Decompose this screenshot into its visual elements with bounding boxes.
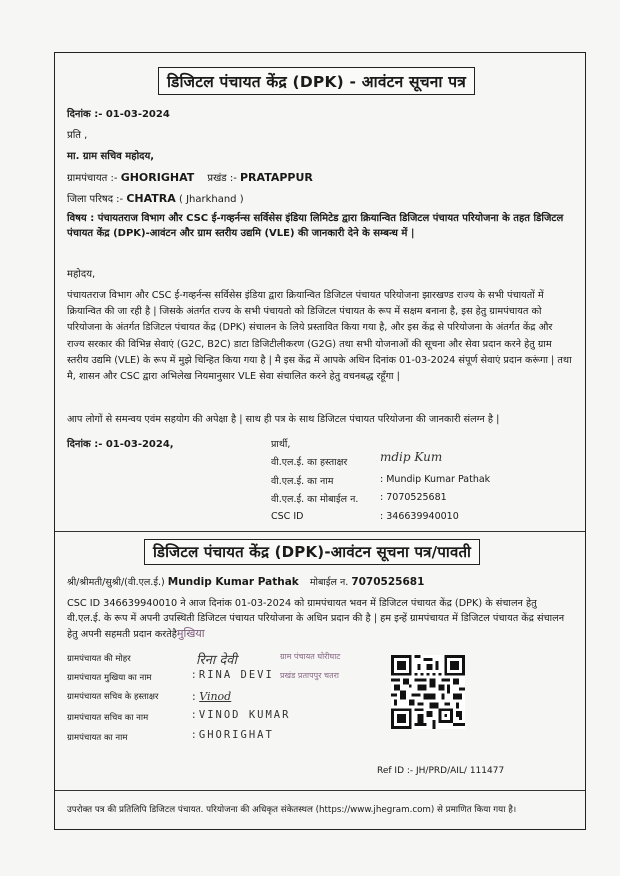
secretary-signature: : Vinod [192, 690, 232, 703]
district-line [67, 191, 244, 205]
gram-panchayat-line [67, 170, 313, 184]
mukhiya-stamp: प्रखंड प्रतापपुर चतरा [280, 671, 339, 680]
qr-code [391, 655, 465, 729]
footer-divider [55, 790, 585, 791]
csc-id-label: CSC ID [271, 511, 304, 522]
second-date: दिनांक :- 01-03-2024, [67, 439, 174, 450]
secretary-signature-label: ग्रामपंचायत सचिव के हस्ताक्षर [67, 692, 159, 702]
vle-mobile-value: : 7070525681 [380, 492, 447, 503]
acknowledgement-title: डिजिटल पंचायत केंद्र (DPK)-आवंटन सूचना पत्र/पावती [144, 539, 480, 565]
seal-signature: रिना देवी [196, 653, 237, 668]
prarthi-label: प्रार्थी, [271, 439, 291, 450]
vle-signature: mdip Kum [380, 450, 443, 464]
prati-label: प्रति , [67, 130, 88, 141]
subject: विषय : पंचायतराज विभाग और CSC ई-गव्हर्नन्स सर्विसेस इंडिया लिमिटेड द्वारा क्रियान्वित डिजिटल पंचायत परियोजना के तहत डिजिटल पंचायत केंद्र (DPK)-आवंटन और ग्राम स्तरीय उद्यमि (VLE) की जानकारी देने के सम्बन्ध में | [67, 213, 564, 239]
gp-name-label: ग्रामपंचायत का नाम [67, 733, 128, 743]
vle-mobile-2: 7070525681 [351, 576, 425, 588]
footer-note: उपरोक्त पत्र की प्रतिलिपि डिजिटल पंचायत. परियोजना की अधिकृत संकेतस्थल (https://www.jhegram.com) से प्रमाणित किया गया है। [67, 805, 517, 815]
vle-signature-label: वी.एल.ई. का हस्ताक्षर [271, 457, 348, 468]
state-value: ( Jharkhand ) [178, 194, 244, 205]
mukhiya-name-value: : RINA DEVI [192, 669, 274, 681]
salutation: महोदय, [67, 269, 96, 280]
vle-name: Mundip Kumar Pathak [167, 576, 299, 588]
reference-id: Ref ID :- JH/PRD/AIL/ 111477 [377, 766, 505, 776]
secretary-name-value: : VINOD KUMAR [192, 709, 291, 721]
closing-line: आप लोगों से समन्वय एवंम सहयोग की अपेक्षा है | साथ ही पत्र के साथ डिजिटल पंचायत परियोजना की जानकारी संलग्न है | [67, 414, 500, 425]
letter-body: पंचायतराज विभाग और CSC ई-गव्हर्नन्स सर्विसेस इंडिया द्वारा क्रियान्वित डिजिटल पंचायत परियोजना झारखण्ड राज्य के सभी पंचायतों में क्रियान्वित की जा रही है | जिसके अंतर्गत राज्य के सभी पंचायतो को डिजिटल पंचायत के रूप में सक्षम बनाना है, इस हेतु ग्रामपंचायत को परियोजना के अंतर्गत डिजिटल पंचायत केंद्र (DPK) संचालन के लिये प्रस्तावित किया गया है, और इस केंद्र से परियोजना के अंतर्गत केंद्र और राज्य सरकार की विभिन्न सेवाएं (G2C, B2C) डाटा डिजिटीलीकरण (G2G) तथा सभी योजनाओं की सूचना और सेवा प्रदान करने हेतु ग्राम स्तरीय उद्यमि (VLE) के रूप में मुझे चिन्हित किया गया है | मै इस केंद्र में आपके अधिन दिनांक 01-03-2024 संपूर्ण सेवाएं प्रदान करूंगा | तथा मै, शासन और CSC द्वारा अभिलेख नियमानुसार VLE सेवा संचालित करने हेतु वचनबद्ध रहूँगा | [67, 290, 572, 383]
addressee: मा. ग्राम सचिव महोदय, [67, 151, 155, 162]
seal-label: ग्रामपंचायत की मोहर [67, 654, 131, 664]
block-value: PRATAPPUR [240, 171, 313, 184]
qr-code-graphic [391, 655, 465, 729]
gp-name-value: : GHORIGHAT [192, 729, 274, 741]
vle-prefix: श्री/श्रीमती/सुश्री/(वी.एल.ई.) [67, 577, 165, 588]
letter-date: दिनांक :- 01-03-2024 [67, 109, 170, 120]
acknowledgement-text: CSC ID 346639940010 ने आज दिनांक 01-03-2024 को ग्रामपंचायत भवन में डिजिटल पंचायत केंद्र (DPK) के संचालन हेतु वी.एल.ई. के रूप में अपनी उपस्थिती डिजिटल पंचायत परियोजना के अधिन प्रदान की है | हम इन्हें ग्रामपंचायत में डिजिटल पंचायत केंद्र संचालन हेतु अपनी सहमती प्रदान करतेहैमुखिया [67, 598, 565, 640]
gp-value: GHORIGHAT [120, 171, 195, 184]
vle-mobile-label: वी.एल.ई. का मोबाईल न. [271, 494, 359, 505]
page-title: डिजिटल पंचायत केंद्र (DPK) - आवंटन सूचना पत्र [158, 67, 475, 95]
mukhiya-name-label: ग्रामपंचायत मुखिया का नाम [67, 673, 152, 683]
district-value: CHATRA [126, 192, 176, 205]
district-label: जिला परिषद :- [67, 194, 124, 205]
secretary-name-label: ग्रामपंचायत सचिव का नाम [67, 713, 149, 723]
gp-label: ग्रामपंचायत :- [67, 173, 118, 184]
vle-name-label: वी.एल.ई. का नाम [271, 476, 334, 487]
mukhiya-handwritten: मुखिया [176, 627, 205, 640]
seal-stamp: ग्राम पंचायत घोरीघाट [280, 652, 341, 661]
block-label: प्रखंड :- [207, 173, 237, 184]
section-divider [55, 531, 585, 532]
csc-id-value: : 346639940010 [380, 511, 459, 522]
vle-name-value: : Mundip Kumar Pathak [380, 474, 491, 485]
vle-mobile-label-2: मोबाईल न. [309, 577, 349, 588]
vle-line [67, 575, 424, 588]
